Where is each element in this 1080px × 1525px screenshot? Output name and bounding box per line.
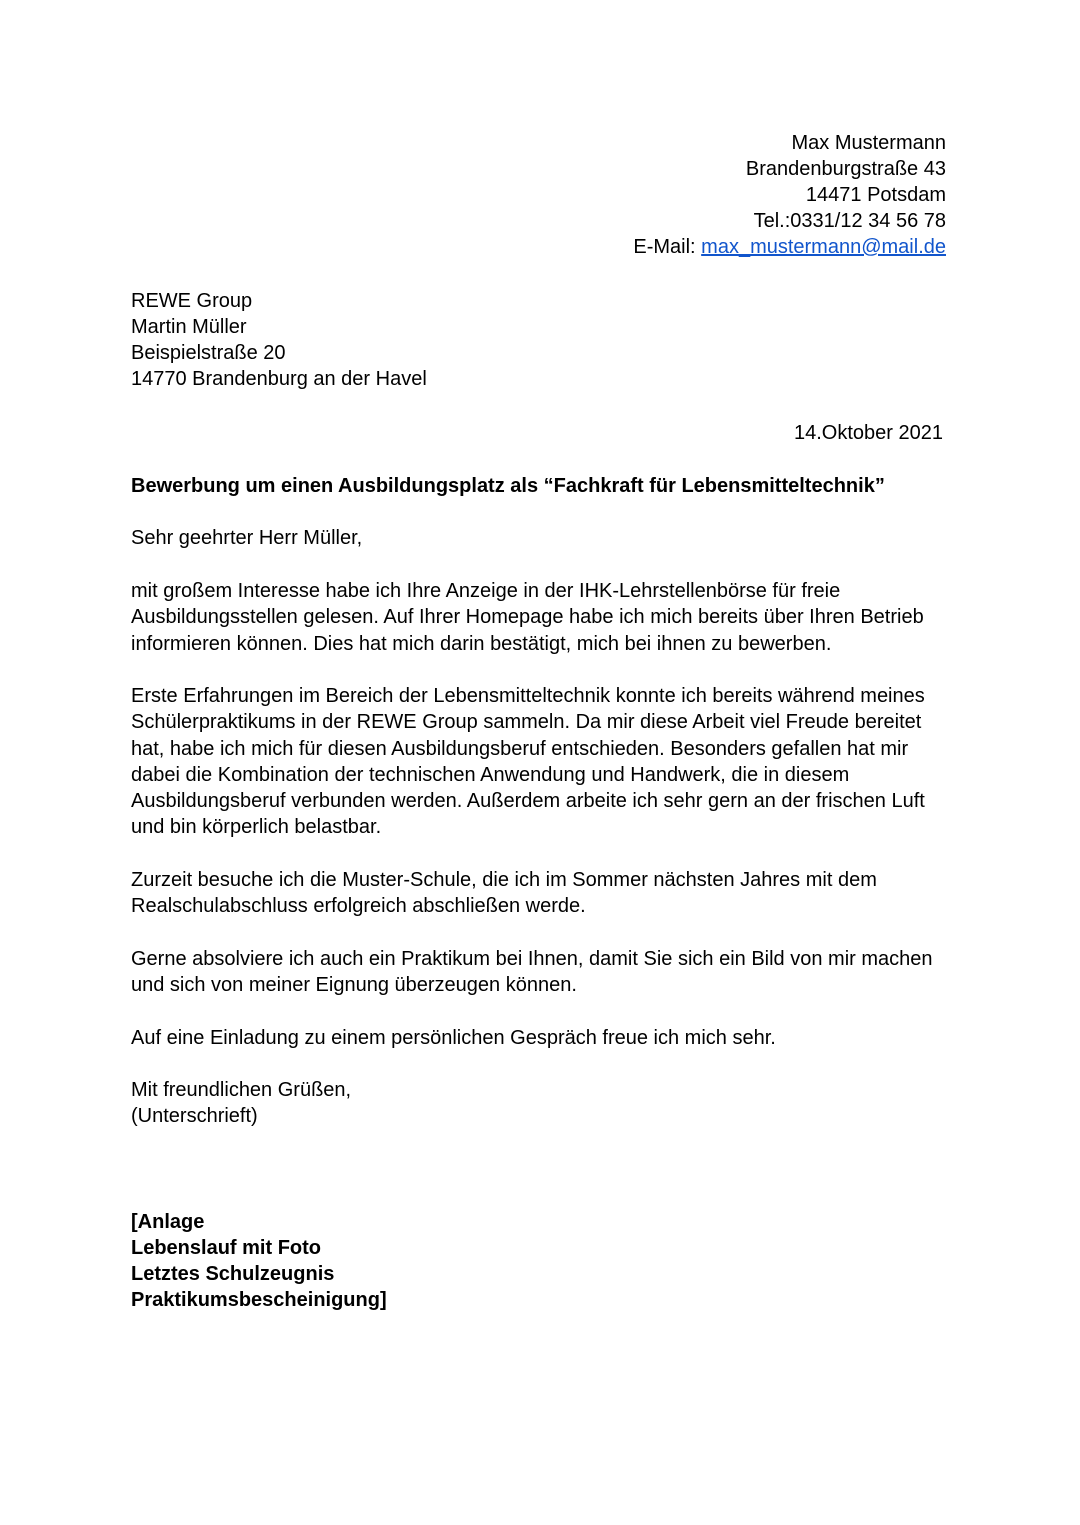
paragraph-line: Ausbildungsstellen gelesen. Auf Ihrer Homepage habe ich mich bereits über Ihren Betrieb (131, 606, 924, 629)
paragraph-line: Realschulabschluss erfolgreich abschließen werde. (131, 895, 586, 918)
paragraph-line: Zurzeit besuche ich die Muster-Schule, die ich im Sommer nächsten Jahres mit dem (131, 869, 877, 891)
sender-email-link[interactable]: max_mustermann@mail.de (701, 236, 946, 258)
sender-email-label: E-Mail: (633, 236, 696, 258)
body-paragraph-3 (131, 867, 877, 920)
recipient-street: Beispielstraße 20 (131, 342, 286, 364)
closing-signature: (Unterschrieft) (131, 1105, 258, 1127)
paragraph-line: Erste Erfahrungen im Bereich der Lebensmitteltechnik konnte ich bereits während meines (131, 685, 925, 707)
attachments-block (131, 1209, 387, 1313)
paragraph-line: dabei die Kombination der technischen Anwendung und Handwerk, die in diesem (131, 763, 850, 786)
attachment-item: Lebenslauf mit Foto (131, 1237, 321, 1259)
body-paragraph-5 (131, 1025, 776, 1051)
paragraph-line: mit großem Interesse habe ich Ihre Anzeige in der IHK-Lehrstellenbörse für freie (131, 580, 841, 602)
body-paragraph-1 (131, 578, 924, 657)
body-paragraph-2 (131, 683, 925, 841)
attachment-item: Praktikumsbescheinigung] (131, 1289, 387, 1311)
closing-block (131, 1077, 351, 1129)
letter-subject: Bewerbung um einen Ausbildungsplatz als “Fachkraft für Lebensmitteltechnik” (131, 475, 885, 497)
paragraph-line: Ausbildungsberuf verbunden werden. Außerdem arbeite ich sehr gern an der frischen Luft (131, 790, 925, 813)
sender-email-line (633, 234, 946, 260)
paragraph-line: Gerne absolviere ich auch ein Praktikum bei Ihnen, damit Sie sich ein Bild von mir machen (131, 948, 933, 970)
recipient-address-block (131, 288, 427, 392)
salutation: Sehr geehrter Herr Müller, (131, 527, 363, 549)
attachment-item: [Anlage (131, 1211, 205, 1233)
sender-street: Brandenburgstraße 43 (745, 158, 946, 180)
recipient-city: 14770 Brandenburg an der Havel (131, 368, 427, 390)
sender-city: 14471 Potsdam (805, 184, 946, 206)
recipient-contact: Martin Müller (131, 316, 247, 338)
sender-address-block (633, 130, 946, 260)
closing-greeting: Mit freundlichen Grüßen, (131, 1079, 352, 1101)
paragraph-line: und sich von meiner Eignung überzeugen können. (131, 974, 577, 997)
letter-date: 14.Oktober 2021 (794, 422, 943, 444)
paragraph-line: Auf eine Einladung zu einem persönlichen Gespräch freue ich mich sehr. (131, 1027, 776, 1049)
paragraph-line: Schülerpraktikums in der REWE Group sammeln. Da mir diese Arbeit viel Freude bereitet (131, 711, 922, 734)
attachment-item: Letztes Schulzeugnis (131, 1263, 335, 1285)
paragraph-line: hat, habe ich mich für diesen Ausbildungsberuf entschieden. Besonders gefallen hat mir (131, 737, 909, 760)
body-paragraph-4 (131, 946, 933, 999)
recipient-company: REWE Group (131, 290, 253, 312)
sender-name: Max Mustermann (791, 132, 946, 154)
paragraph-line: informieren können. Dies hat mich darin bestätigt, mich bei ihnen zu bewerben. (131, 632, 832, 655)
sender-phone: Tel.:0331/12 34 56 78 (753, 210, 946, 232)
paragraph-line: und bin körperlich belastbar. (131, 816, 382, 839)
